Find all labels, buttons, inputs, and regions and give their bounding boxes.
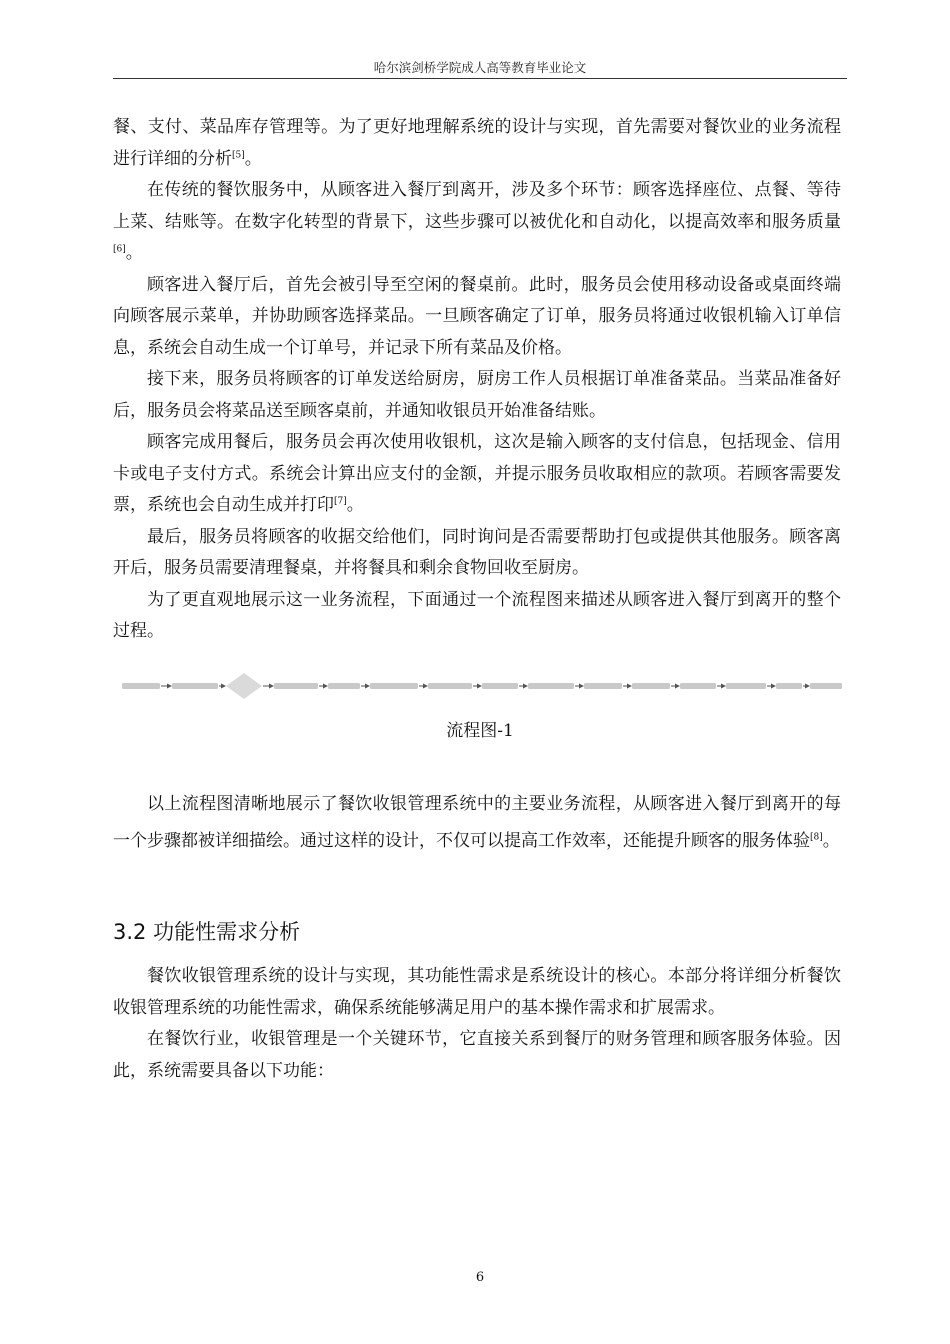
section-heading: 3.2 功能性需求分析 <box>113 920 301 944</box>
page-number: 6 <box>475 1270 485 1285</box>
flowchart-graphic <box>118 672 844 700</box>
flowchart-decision-node <box>226 673 262 699</box>
body-text-middle <box>113 786 841 859</box>
flowchart-step-node <box>632 683 670 689</box>
citation: [5] <box>232 149 245 160</box>
flowchart-step-node <box>428 683 472 689</box>
paragraph: 最后，服务员将顾客的收据交给他们，同时询问是否需要帮助打包或提供其他服务。顾客离开后，服务员需要清理餐桌，并将餐具和剩余食物回收至厨房。 <box>113 526 841 578</box>
paragraph: 为了更直观地展示这一业务流程，下面通过一个流程图来描述从顾客进入餐厅到离开的整个过程。 <box>113 589 841 641</box>
paragraph: 顾客完成用餐后，服务员会再次使用收银机，这次是输入顾客的支付信息，包括现金、信用卡或电子支付方式。系统会计算出应支付的金额，并提示服务员收取相应的款项。若顾客需要发票，系统也会自动生成并打印[7]。 <box>113 432 841 515</box>
flowchart-step-node <box>274 683 318 689</box>
running-header: 哈尔滨剑桥学院成人高等教育毕业论文 <box>373 60 587 75</box>
paragraph: 餐饮收银管理系统的设计与实现，其功能性需求是系统设计的核心。本部分将详细分析餐饮收银管理系统的功能性需求，确保系统能够满足用户的基本操作需求和扩展需求。 <box>113 966 841 1018</box>
flowchart-step-node <box>172 683 218 689</box>
paragraph: 在餐饮行业，收银管理是一个关键环节，它直接关系到餐厅的财务管理和顾客服务体验。因此，系统需要具备以下功能： <box>113 1029 841 1081</box>
flowchart-step-node <box>810 683 842 689</box>
flowchart-step-node <box>328 683 360 689</box>
paragraph: 顾客进入餐厅后，首先会被引导至空闲的餐桌前。此时，服务员会使用移动设备或桌面终端向顾客展示菜单，并协助顾客选择菜品。一旦顾客确定了订单，服务员将通过收银机输入订单信息，系统会自动生成一个订单号，并记录下所有菜品及价格。 <box>113 274 841 358</box>
flowchart-step-node <box>528 683 574 689</box>
paragraph: 接下来，服务员将顾客的订单发送给厨房，厨房工作人员根据订单准备菜品。当菜品准备好后，服务员会将菜品送至顾客桌前，并通知收银员开始准备结账。 <box>113 369 841 421</box>
citation: [7] <box>334 496 347 507</box>
flowchart-step-node <box>370 683 418 689</box>
flowchart-step-node <box>482 683 518 689</box>
citation: [6] <box>113 244 126 255</box>
citation: [8] <box>810 831 823 842</box>
figure-caption: 流程图-1 <box>446 721 514 741</box>
flowchart-figure <box>118 672 844 700</box>
header-rule <box>113 78 847 79</box>
paragraph: 在传统的餐饮服务中，从顾客进入餐厅到离开，涉及多个环节：顾客选择座位、点餐、等待上菜、结账等。在数字化转型的背景下，这些步骤可以被优化和自动化，以提高效率和服务质量[6]。 <box>113 180 841 263</box>
flowchart-step-node <box>584 683 622 689</box>
body-text-top <box>113 112 841 648</box>
flowchart-step-node <box>680 683 716 689</box>
flowchart-step-node <box>776 683 802 689</box>
flowchart-step-node <box>122 683 160 689</box>
body-text-bottom <box>113 961 841 1087</box>
paragraph: 餐、支付、菜品库存管理等。为了更好地理解系统的设计与实现，首先需要对餐饮业的业务流程进行详细的分析[5]。 <box>113 117 841 169</box>
paragraph: 以上流程图清晰地展示了餐饮收银管理系统中的主要业务流程，从顾客进入餐厅到离开的每一个步骤都被详细描绘。通过这样的设计，不仅可以提高工作效率，还能提升顾客的服务体验[8]。 <box>113 794 841 851</box>
flowchart-step-node <box>726 683 766 689</box>
